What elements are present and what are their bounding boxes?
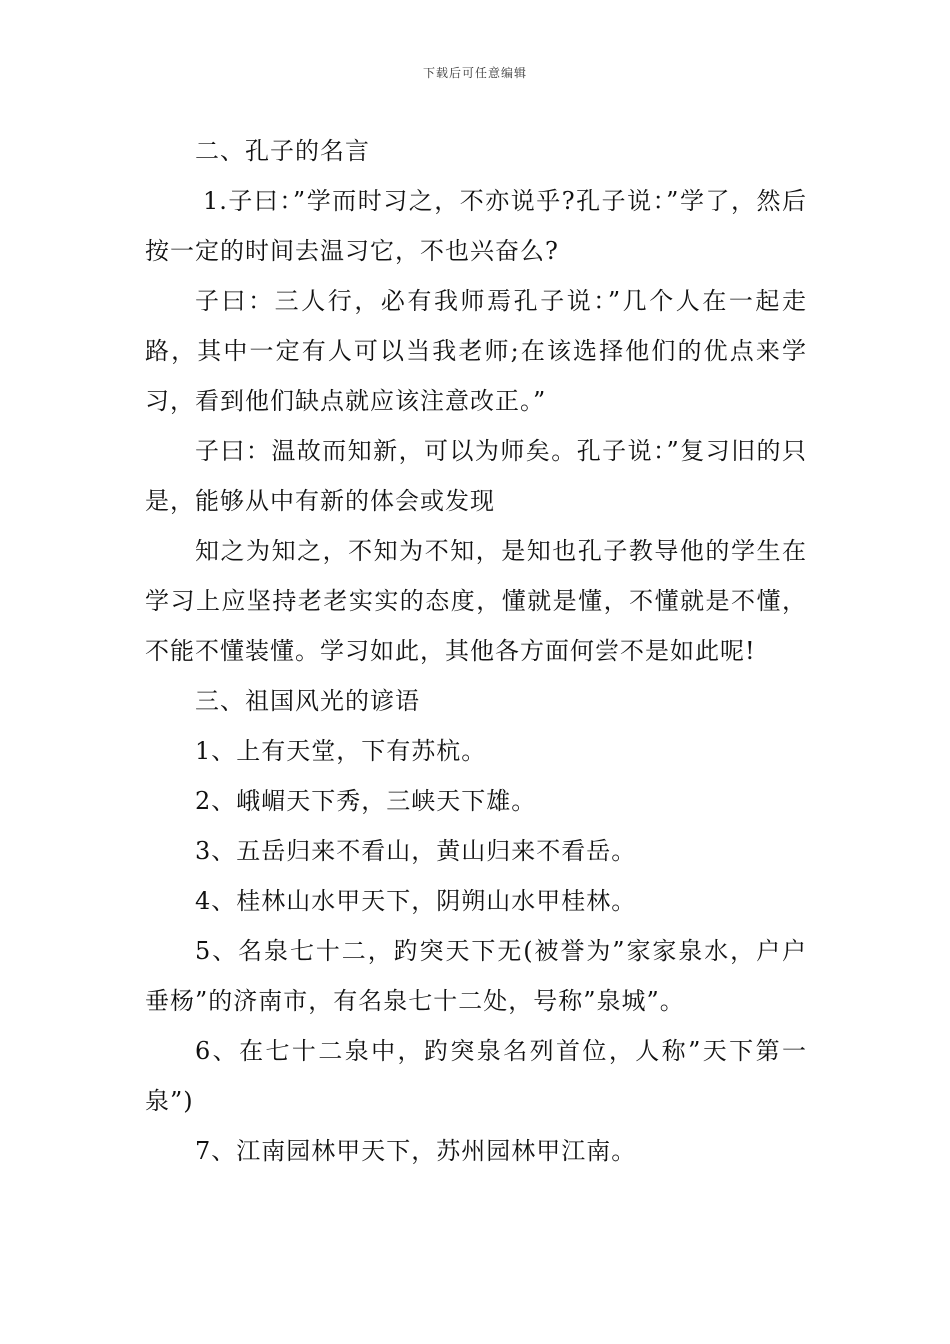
paragraph-quote-1: 1.子曰：”学而时习之，不亦说乎?孔子说：”学了，然后按一定的时间去温习它，不也兴奋么? [145, 187, 807, 265]
section-heading-confucius: 二、孔子的名言 [195, 137, 370, 165]
list-item-1: 1、上有天堂，下有苏杭。 [195, 737, 487, 765]
list-item-7: 7、江南园林甲天下，苏州园林甲江南。 [195, 1137, 637, 1165]
list-item-2: 2、峨嵋天下秀，三峡天下雄。 [195, 787, 537, 815]
paragraph-quote-4: 知之为知之，不知为不知，是知也孔子教导他的学生在学习上应坚持老老实实的态度，懂就是懂，不懂就是不懂，不能不懂装懂。学习如此，其他各方面何尝不是如此呢! [145, 537, 807, 665]
list-item-3: 3、五岳归来不看山，黄山归来不看岳。 [195, 837, 637, 865]
paragraph-quote-2: 子曰：三人行，必有我师焉孔子说：”几个人在一起走路，其中一定有人可以当我老师;在该选择他们的优点来学习，看到他们缺点就应该注意改正。” [145, 287, 807, 415]
list-item-5: 5、名泉七十二，趵突天下无(被誉为”家家泉水，户户垂杨”的济南市，有名泉七十二处，号称”泉城”。 [145, 937, 807, 1015]
paragraph-quote-3: 子曰：温故而知新，可以为师矣。孔子说：”复习旧的只是，能够从中有新的体会或发现 [145, 437, 807, 515]
section-heading-scenery: 三、祖国风光的谚语 [195, 687, 420, 715]
page-header: 下载后可任意编辑 [422, 66, 527, 80]
list-item-4: 4、桂林山水甲天下，阴朔山水甲桂林。 [195, 887, 637, 915]
document-body [145, 126, 807, 1176]
list-item-6: 6、在七十二泉中，趵突泉名列首位，人称”天下第一泉”) [145, 1037, 807, 1115]
